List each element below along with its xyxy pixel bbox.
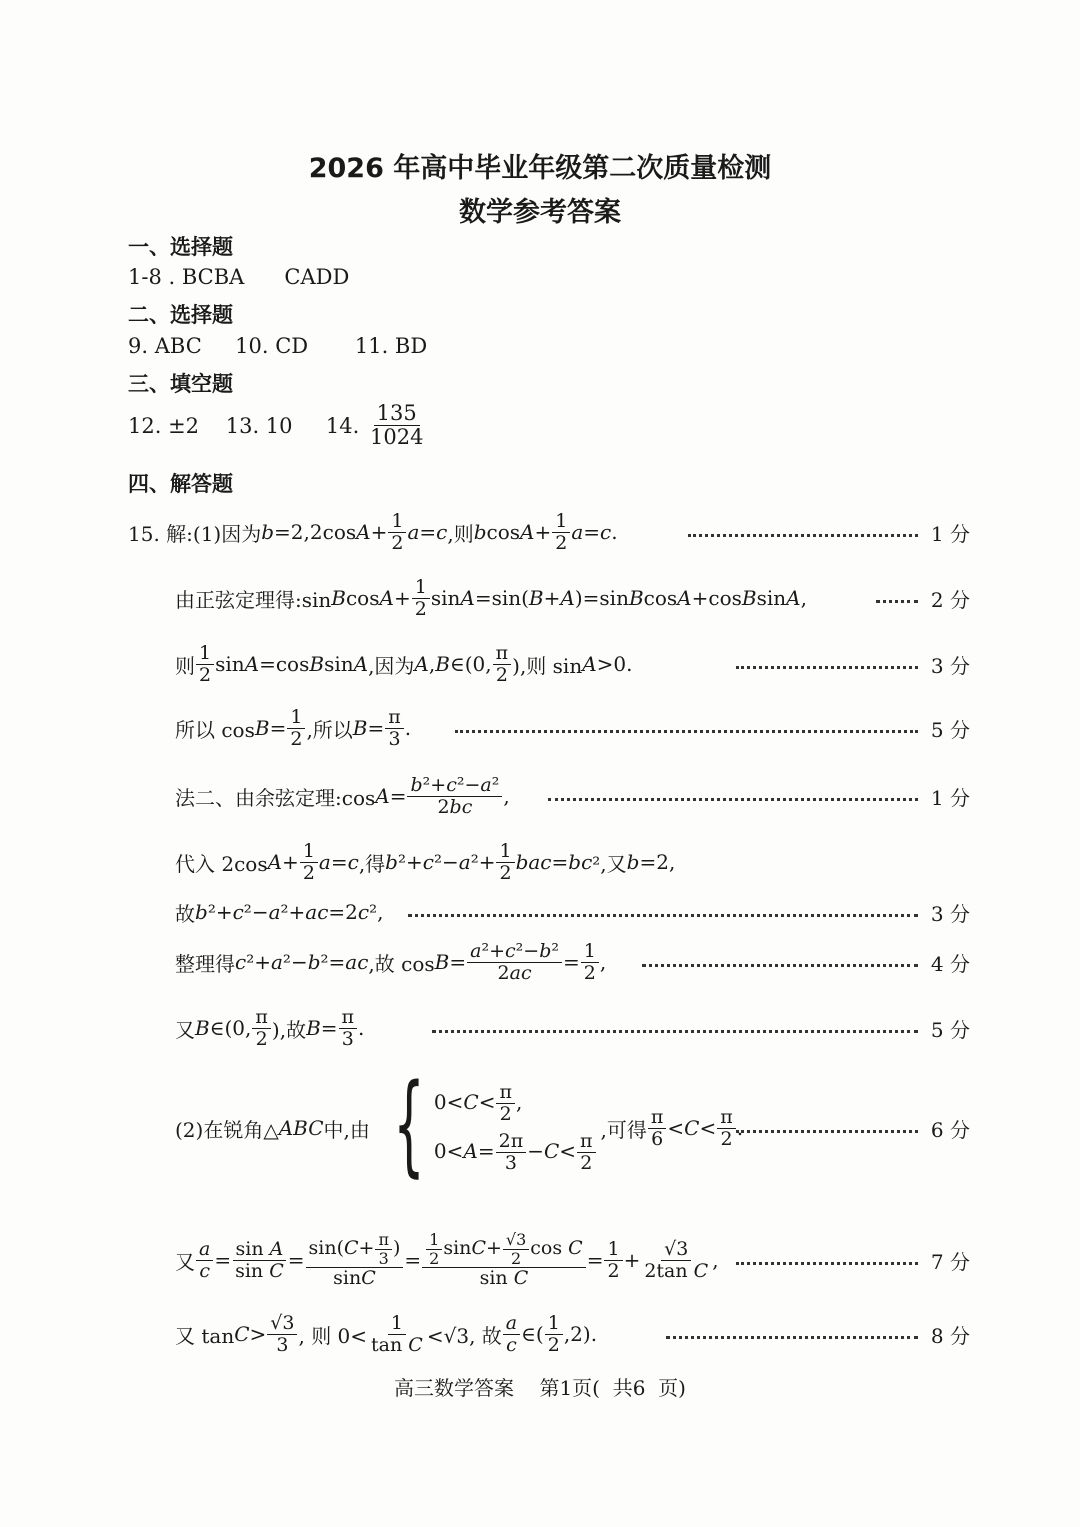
solution-line: 法二、由余弦定理:cos A = $\frac{\text{b²+c²−a²}}{2bc}$ , 1 分 <box>0 766 1080 826</box>
equation-system: { 0<C< $\frac{\pi}{2}$ , 0<A= $\frac{2\pi}{3}$ −C< $\frac{\pi}{2}$ <box>374 1077 597 1179</box>
section-heading: 二、选择题 <box>128 303 233 327</box>
page-title: 2026 年高中毕业年级第二次质量检测 <box>308 153 772 184</box>
solution-line: 又 tan C > $\frac{√3}{3}$ , 则 0< $\frac{1}{\text{tan C}}$ <√3, 故 $\frac{a}{c}$ ∈( $\frac{1}{2}$ ,2). 8 分 <box>0 1304 1080 1364</box>
page-footer: 高三数学答案 第1页( 共6 页) <box>394 1376 686 1400</box>
solution-line: 整理得 c ²+ a ²− b ²= ac ,故 cos B = $\frac{\text{a²+c²−b²}}{2ac}$ = $\frac{1}{2}$ , 4 分 <box>0 932 1080 992</box>
solution-line: 所以 cos B = $\frac{1}{2}$ ,所以 B = $\frac{\pi}{3}$ . 5 分 <box>0 698 1080 758</box>
solution-line: 则 $\frac{1}{2}$ sin A =cos B sin A ,因为 A , B ∈(0, $\frac{\pi}{2}$ ),则 sin A >0. 3 分 <box>0 634 1080 694</box>
score-mark: 8 分 <box>930 1323 970 1348</box>
solution-line: 15. 解:(1)因为 b =2,2cos A + $\frac{1}{2}$ a = c ,则 b cos A + $\frac{1}{2}$ a = c . 1 分 <box>0 502 1080 562</box>
score-mark: 4 分 <box>930 951 970 976</box>
solution-line: 又 B ∈(0, $\frac{\pi}{2}$ ),故 B = $\frac{\pi}{3}$ . 5 分 <box>0 998 1080 1058</box>
score-mark: 1 分 <box>930 521 970 546</box>
solution-line: 代入 2cos A + $\frac{1}{2}$ a = c ,得 b ²+ c ²− a ²+ $\frac{1}{2}$ bac = bc ²,又 b =2, <box>175 839 676 884</box>
fill-answers: 12. ±2 13. 10 14. $\frac{135}{1024}$ <box>128 402 427 449</box>
score-mark: 3 分 <box>930 901 970 926</box>
score-mark: 5 分 <box>930 717 970 742</box>
score-mark: 7 分 <box>930 1249 970 1274</box>
mc-answers: 1-8 . BCBA CADD <box>128 265 350 289</box>
score-mark: 1 分 <box>930 785 970 810</box>
score-mark: 2 分 <box>930 587 970 612</box>
multi-answers: 9. ABC 10. CD 11. BD <box>128 334 428 358</box>
section-heading: 三、填空题 <box>128 372 233 396</box>
solution-line: (2)在锐角△ ABC 中,由 { 0<C< $\frac{\pi}{2}$ , 0<A= $\frac{2\pi}{3}$ −C< $\frac{\pi}{2}$ ,可得 $\frac{\pi}{6}$ < C < $\frac{\pi}{2}$ . 6 分 <box>175 1060 970 1188</box>
score-mark: 3 分 <box>930 653 970 678</box>
fraction: $\frac{135}{1024}$ <box>369 401 424 450</box>
score-mark: 5 分 <box>930 1017 970 1042</box>
score-mark: 6 分 <box>930 1117 970 1142</box>
section-heading: 一、选择题 <box>128 235 233 259</box>
page-subtitle: 数学参考答案 <box>459 197 621 228</box>
solution-line: 故 b ²+ c ²− a ²+ ac =2 c ², 3 分 <box>0 882 1080 942</box>
section-heading: 四、解答题 <box>128 472 233 496</box>
solution-line: 由正弦定理得:sin B cos A + $\frac{1}{2}$ sin A =sin( B + A )=sin B cos A +cos B sin A , 2 分 <box>0 568 1080 628</box>
solution-line: 又 $\frac{a}{c}$ = $\frac{\text{sin A}}{\text{sin C}}$ = sin(C+ $\frac{\pi}{3}$ ) sinC = $\frac{1}{2}$ sinC+ $\frac{√3}{2}$ cos C sin C = $\frac{1}{2}$ + $\frac{√3}{\text{2tan C}}$ , 7 分 <box>0 1210 1080 1310</box>
